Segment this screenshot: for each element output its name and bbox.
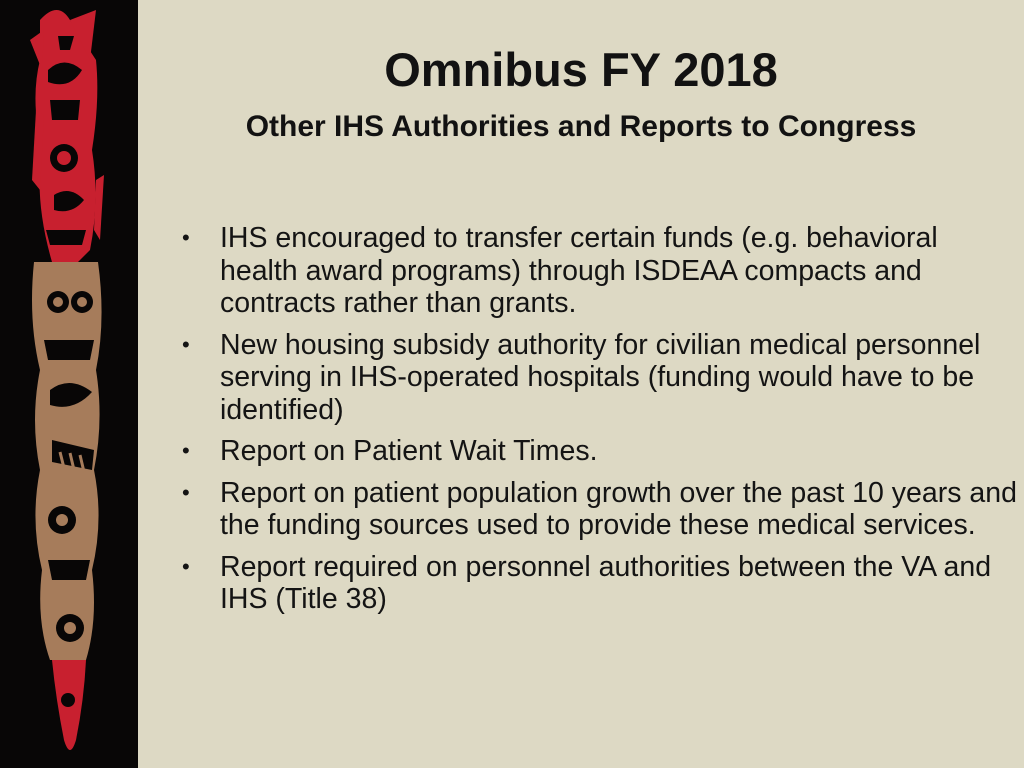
bullet-text: Report required on personnel authorities between the VA and IHS (Title 38) — [220, 550, 992, 615]
bullet-icon: • — [182, 553, 190, 579]
bullet-item — [182, 551, 1017, 616]
bullet-icon: • — [182, 479, 190, 505]
bullet-item — [182, 222, 1017, 320]
bullet-icon: • — [182, 225, 190, 250]
bullet-list — [182, 222, 1017, 625]
bullet-item — [182, 477, 1017, 542]
bullet-item — [182, 329, 1017, 427]
bullet-icon: • — [182, 331, 190, 357]
bullet-text: New housing subsidy authority for civilian medical personnel serving in IHS-operated hospitals (funding would have to be identified) — [220, 328, 981, 426]
bullet-text: IHS encouraged to transfer certain funds (e.g. behavioral health award programs) through ISDEAA compacts and contracts rather than grants. — [220, 222, 938, 319]
totem-pole-art-icon — [0, 0, 138, 768]
slide-subtitle: Other IHS Authorities and Reports to Congress — [245, 110, 917, 143]
bullet-text: Report on patient population growth over the past 10 years and the funding sources used to provide these medical services. — [220, 476, 1017, 541]
bullet-text: Report on Patient Wait Times. — [220, 435, 598, 467]
bullet-item — [182, 435, 1017, 468]
slide-content — [138, 0, 1024, 768]
slide-title: Omnibus FY 2018 — [384, 43, 778, 96]
totem-sidebar — [0, 0, 138, 768]
bullet-icon: • — [182, 438, 190, 463]
